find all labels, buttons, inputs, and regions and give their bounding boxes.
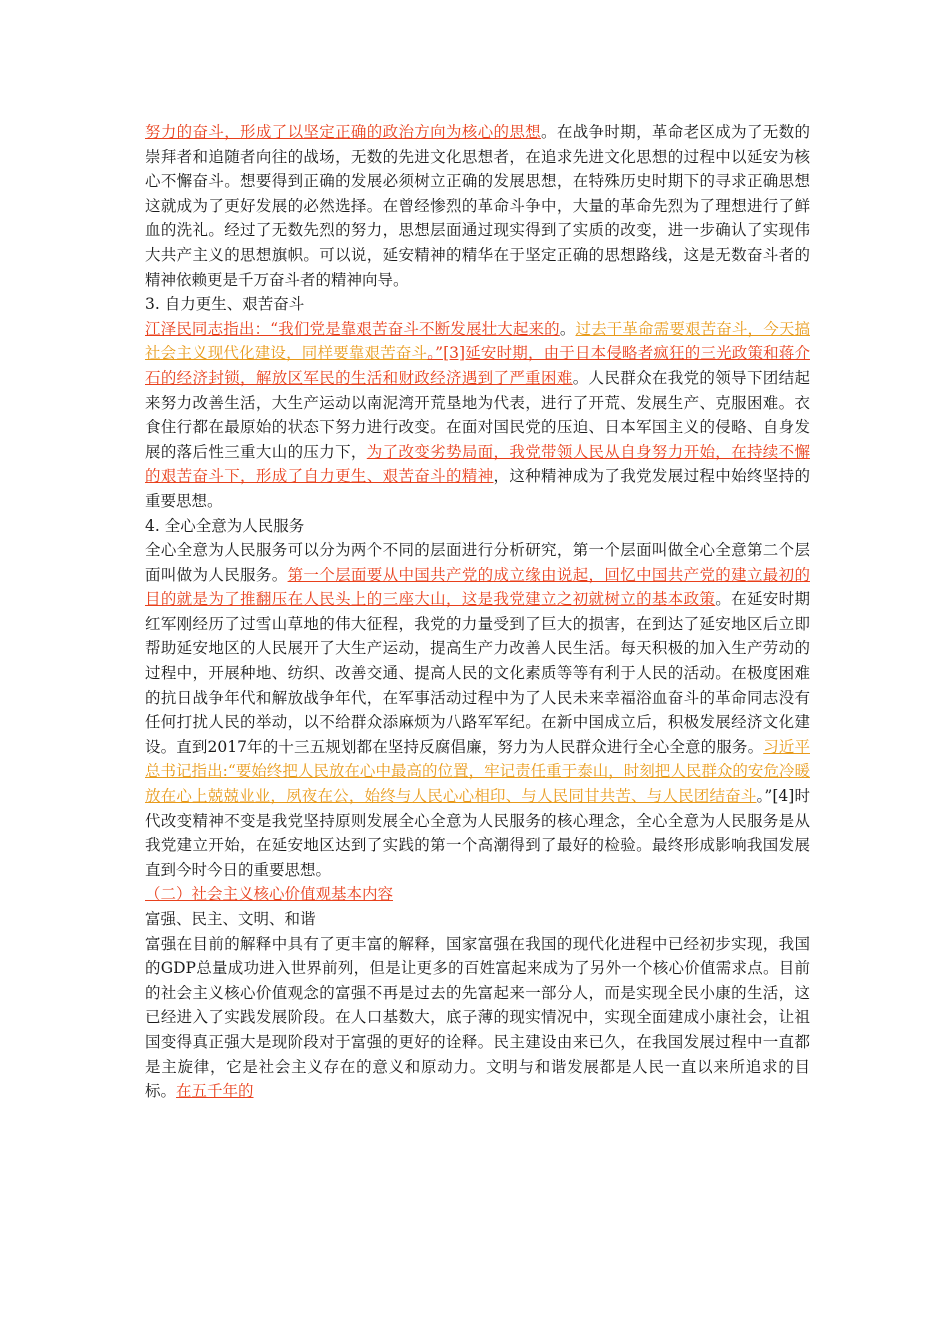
highlighted-text-segment: 在五千年的	[176, 1082, 254, 1101]
text-segment: 富强在目前的解释中具有了更丰富的解释，国家富强在我国的现代化进程中已经初步实现，我国的GDP总量成功进入世界前列，但是让更多的百姓富起来成为了另外一个核心价值需求点。目前的社会主义核心价值观念的富强不再是过去的先富起来一部分人，而是实现全民小康的生活，这已经进入了实践发展阶段。在人口基数大，底子薄的现实情况中，实现全面建成小康社会，让祖国变得真正强大是现阶段对于富强的更好的诠释。民主建设由来已久，在我国发展过程中一直都是主旋律，它是社会主义存在的意义和原动力。文明与和谐发展都是人民一直以来所追求的目标。	[145, 934, 810, 1101]
highlighted-text-segment: 过去干革命需要艰苦奋斗，今天搞社会主义现代化建设，同样要靠艰苦奋斗	[145, 319, 810, 363]
body-paragraph	[145, 538, 810, 882]
highlighted-text-segment: 江泽民同志指出：“我们党是靠艰苦奋斗不断发展壮大起来的	[145, 319, 560, 338]
body-paragraph	[145, 932, 810, 1104]
text-segment: 。”[4]时代改变精神不变是我党坚持原则发展全心全意为人民服务的核心理念，全心全意为人民服务是从我党建立开始，在延安地区达到了实践的第一个高潮得到了最好的检验。最终形成影响我国发展直到今时今日的重要思想。	[145, 787, 810, 879]
body-paragraph	[145, 317, 810, 514]
section-heading	[145, 882, 810, 907]
highlighted-text-segment: 。”[3]延安时期，由于日本侵略者疯狂的三光政策和蒋介石的经济封锁，解放区军民的生活和财政经济遇到了严重困难	[145, 344, 810, 387]
highlighted-text-segment: （二）社会主义核心价值观基本内容	[145, 885, 394, 904]
section-heading	[145, 907, 810, 932]
highlighted-text-segment: 习近平总书记指出:“要始终把人民放在心中最高的位置，牢记责任重于泰山，时刻把人民群众的安危冷暖放在心上兢兢业业，夙夜在公，始终与人民心心相印、与人民同甘共苦、与人民团结奋斗	[145, 737, 810, 806]
section-heading	[145, 292, 810, 317]
text-segment: 。在延安时期红军刚经历了过雪山草地的伟大征程，我党的力量受到了巨大的损害，在到达了延安地区后立即帮助延安地区的人民展开了大生产运动，提高生产力改善人民生活。每天积极的加入生产劳动的过程中，开展种地、纺织、改善交通、提高人民的文化素质等等有利于人民的活动。在极度困难的抗日战争年代和解放战争年代，在军事活动过程中为了人民未来幸福浴血奋斗的革命同志没有任何打扰人民的举动，以不给群众添麻烦为八路军军纪。在新中国成立后，积极发展经济文化建设。直到2017年的十三五规划都在坚持反腐倡廉，努力为人民群众进行全心全意的服务。	[145, 590, 810, 756]
text-segment: 。在战争时期，革命老区成为了无数的崇拜者和追随者向往的战场，无数的先进文化思想者，在追求先进文化思想的过程中以延安为核心不懈奋斗。想要得到正确的发展必须树立正确的发展思想，在特殊历史时期下的寻求正确思想这就成为了更好发展的必然选择。在曾经惨烈的革命斗争中，大量的革命先烈为了理想进行了鲜血的洗礼。经过了无数先烈的努力，思想层面通过现实得到了实质的改变，进一步确认了实现伟大共产主义的思想旗帜。可以说，延安精神的精华在于坚定正确的思想路线，这是无数奋斗者的精神依赖更是千万奋斗者的精神向导。	[145, 123, 810, 289]
text-segment: 3. 自力更生、艰苦奋斗	[145, 295, 305, 314]
document-page	[145, 120, 810, 1104]
text-segment: 。人民群众在我党的领导下团结起来努力改善生活，大生产运动以南泥湾开荒垦地为代表，进行了开荒、发展生产、克服困难。衣食住行都在最原始的状态下努力进行改变。在面对国民党的压迫、日本军国主义的侵略、自身发展的落后性三重大山的压力下，	[145, 368, 810, 461]
text-segment: ，这种精神成为了我党发展过程中始终坚持的重要思想。	[145, 467, 810, 510]
section-heading	[145, 514, 810, 539]
text-segment: 。	[559, 319, 576, 338]
body-paragraph	[145, 120, 810, 292]
highlighted-text-segment: 第一个层面要从中国共产党的成立缘由说起，回忆中国共产党的建立最初的目的就是为了推翻压在人民头上的三座大山，这是我党建立之初就树立的基本政策	[145, 565, 810, 609]
text-segment: 4. 全心全意为人民服务	[145, 516, 305, 535]
highlighted-text-segment: 为了改变劣势局面，我党带领人民从自身努力开始，在持续不懈的艰苦奋斗下，形成了自力更生、艰苦奋斗的精神	[145, 442, 810, 486]
text-segment: 富强、民主、文明、和谐	[145, 910, 316, 928]
text-segment: 全心全意为人民服务可以分为两个不同的层面进行分析研究，第一个层面叫做全心全意第二个层面叫做为人民服务。	[145, 541, 810, 584]
highlighted-text-segment: 努力的奋斗，形成了以坚定正确的政治方向为核心的思想	[145, 123, 542, 141]
